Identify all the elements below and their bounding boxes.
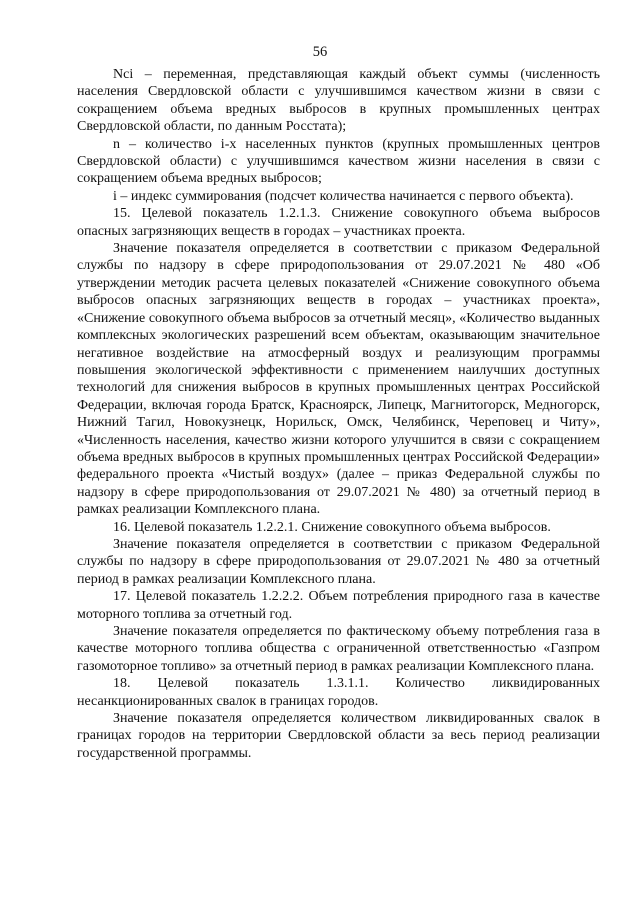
paragraph-indicator-16: 16. Целевой показатель 1.2.2.1. Снижение совокупного объема выбросов.	[113, 519, 551, 535]
paragraph-i-definition: i – индекс суммирования (подсчет количества начинается с первого объекта).	[113, 188, 574, 204]
paragraph-n-definition: n – количество i-х населенных пунктов (крупных промышленных центров Свердловской области) с улучшившимся качеством жизни населения в связи с сокращением объема вредных выбросов;	[77, 136, 600, 187]
paragraph-indicator-15-value: Значение показателя определяется в соответствии с приказом Федеральной службы по надзору в сфере природопользования от 29.07.2021 № 480 «Об утверждении методик расчета целевых показателей «Снижение совокупного объема выбросов опасных загрязняющих веществ в городах – участниках проекта», «Снижение совокупного объема выбросов за отчетный месяц», «Количество выданных комплексных экологических разрешений всем объектам, оказывающим значительное негативное воздействие на атмосферный воздух и реализующим программы повышения экологической эффективности с применением наилучших доступных технологий для снижения выбросов в крупных промышленных центрах Российской Федерации, включая города Братск, Красноярск, Липецк, Магнитогорск, Медногорск, Нижний Тагил, Новокузнецк, Норильск, Омск, Челябинск, Череповец и Читу», «Численность населения, качество жизни которого улучшится в связи с сокращением объема вредных выбросов в крупных промышленных центрах Российской Федерации» федерального проекта «Чистый воздух» (далее – приказ Федеральной службы по надзору в сфере природопользования от 29.07.2021 № 480) за отчетный период в рамках реализации Комплексного плана.	[77, 241, 600, 518]
paragraph-nci-definition: Nci – переменная, представляющая каждый объект суммы (численность населения Свердловской области с улучшившимся качеством жизни в связи с сокращением объема вредных выбросов в крупных промышленных центрах Свердловской области, по данным Росстата);	[77, 67, 600, 135]
paragraph-indicator-17: 17. Целевой показатель 1.2.2.2. Объем потребления природного газа в качестве моторного топлива за отчетный год.	[77, 589, 600, 622]
paragraph-indicator-17-value: Значение показателя определяется по фактическому объему потребления газа в качестве моторного топлива общества с ограниченной ответственностью «Газпром газомоторное топливо» за отчетный период в рамках реализации Комплексного плана.	[77, 624, 600, 674]
page-number: 56	[312, 44, 328, 60]
paragraph-indicator-18-value: Значение показателя определяется количеством ликвидированных свалок в границах городов на территории Свердловской области за весь период реализации государственной программы.	[77, 711, 600, 761]
document-body	[77, 66, 600, 762]
paragraph-indicator-15: 15. Целевой показатель 1.2.1.3. Снижение совокупного объема выбросов опасных загрязняющих веществ в городах – участниках проекта.	[77, 206, 600, 239]
paragraph-indicator-16-value: Значение показателя определяется в соответствии с приказом Федеральной службы по надзору в сфере природопользования от 29.07.2021 № 480 за отчетный период в рамках реализации Комплексного плана.	[77, 536, 600, 587]
paragraph-indicator-18: 18. Целевой показатель 1.3.1.1. Количество ликвидированных несанкционированных свалок в границах городов.	[77, 676, 600, 709]
